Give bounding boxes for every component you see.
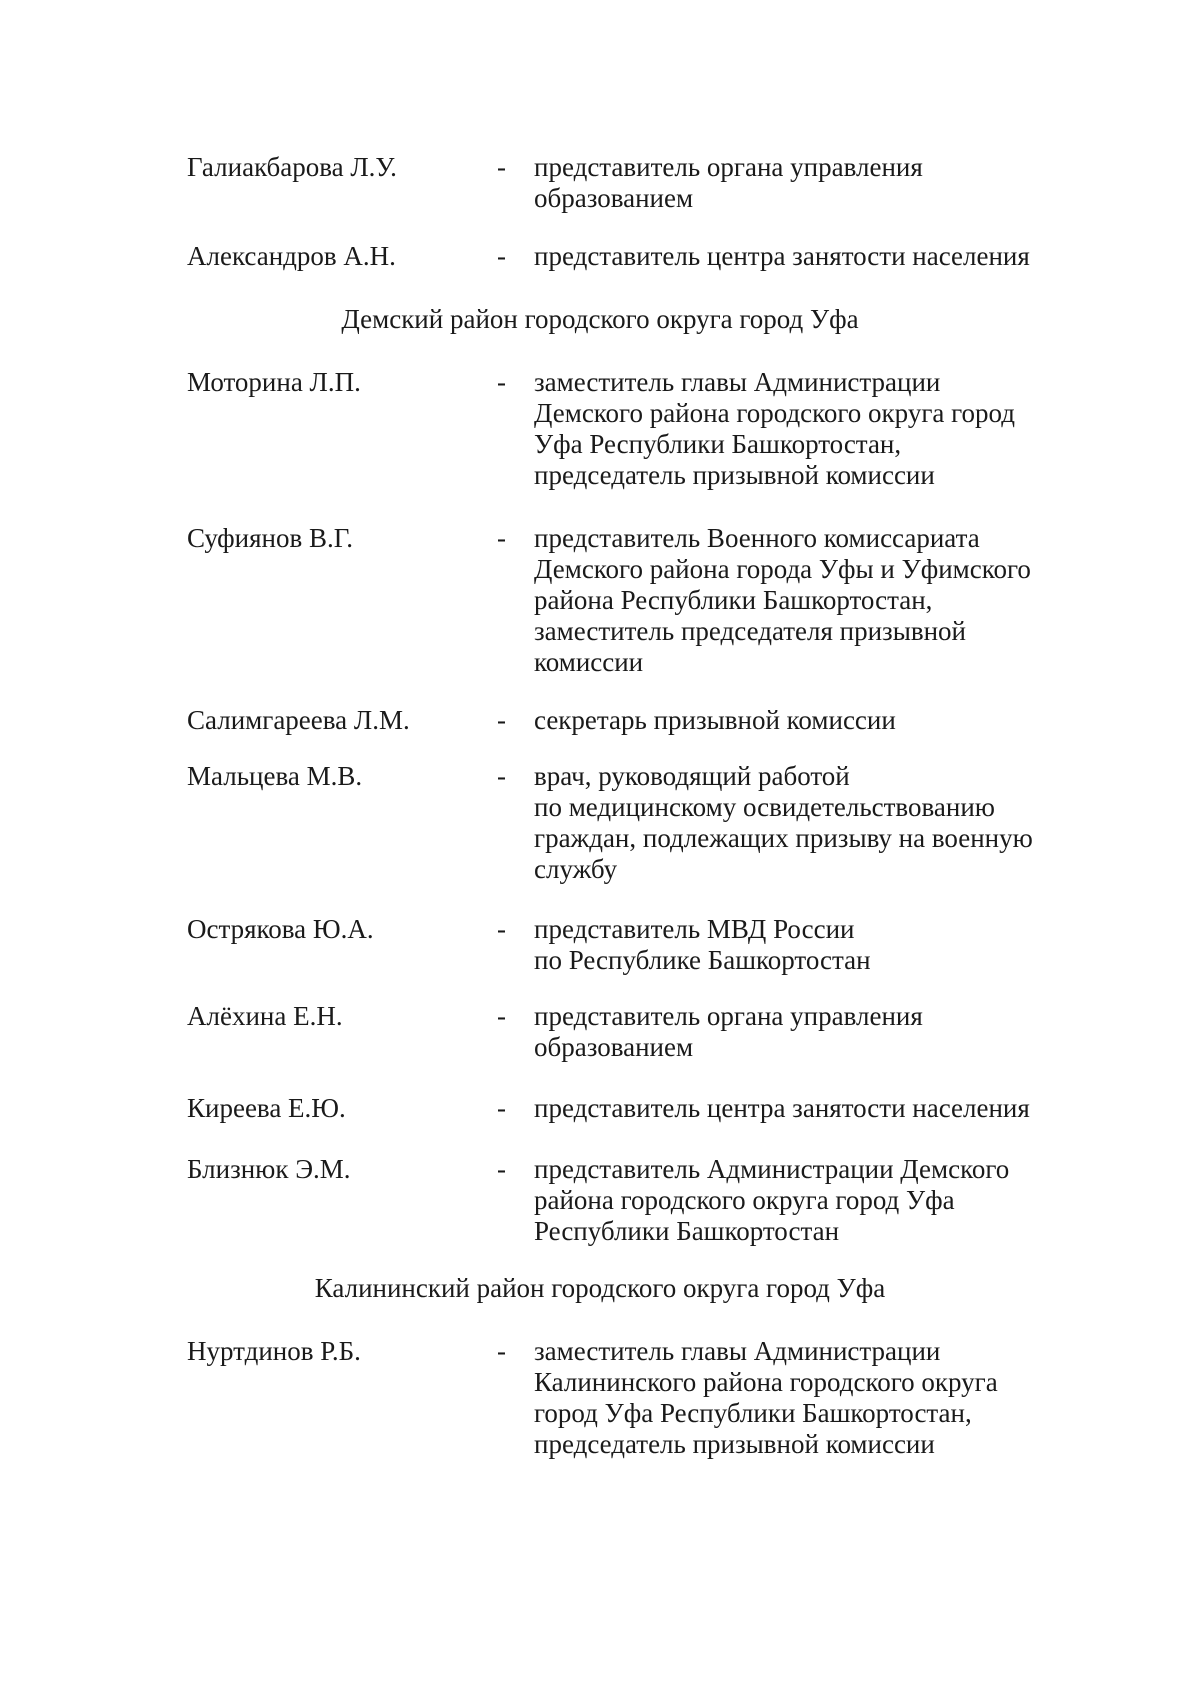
- dash-separator: -: [497, 241, 506, 271]
- section-heading: Демский район городского округа город Уфа: [341, 304, 859, 334]
- member-name: Галиакбарова Л.У.: [187, 152, 397, 182]
- member-name: Киреева Е.Ю.: [187, 1093, 346, 1123]
- dash-separator: -: [497, 705, 506, 735]
- member-name: Александров А.Н.: [187, 241, 396, 271]
- member-name: Суфиянов В.Г.: [187, 523, 354, 553]
- member-name: Мальцева М.В.: [187, 761, 363, 791]
- member-role: представитель центра занятости населения: [534, 241, 1030, 271]
- dash-separator: -: [497, 1336, 506, 1366]
- member-role: представитель МВД России по Республике Башкортостан: [534, 914, 871, 975]
- member-name: Алёхина Е.Н.: [187, 1001, 343, 1031]
- dash-separator: -: [497, 523, 506, 553]
- dash-separator: -: [497, 152, 506, 182]
- dash-separator: -: [497, 761, 506, 791]
- member-role: врач, руководящий работой по медицинскому освидетельствованию граждан, подлежащих призыву на военную службу: [534, 761, 1033, 884]
- member-name: Близнюк Э.М.: [187, 1154, 351, 1184]
- member-role: представитель органа управления образованием: [534, 152, 923, 213]
- dash-separator: -: [497, 367, 506, 397]
- member-name: Острякова Ю.А.: [187, 914, 374, 944]
- member-role: секретарь призывной комиссии: [534, 705, 896, 735]
- member-role: представитель Администрации Демского района городского округа город Уфа Республики Башкортостан: [534, 1154, 1010, 1246]
- dash-separator: -: [497, 1001, 506, 1031]
- member-name: Моторина Л.П.: [187, 367, 361, 397]
- member-role: представитель органа управления образованием: [534, 1001, 923, 1062]
- member-role: представитель центра занятости населения: [534, 1093, 1030, 1123]
- member-name: Нуртдинов Р.Б.: [187, 1336, 361, 1366]
- member-name: Салимгареева Л.М.: [187, 705, 410, 735]
- section-heading: Калининский район городского округа город Уфа: [314, 1273, 886, 1303]
- member-role: представитель Военного комиссариата Демского района города Уфы и Уфимского района Республики Башкортостан, заместитель председателя призывной комиссии: [534, 523, 1031, 677]
- dash-separator: -: [497, 914, 506, 944]
- member-role: заместитель главы Администрации Калининского района городского округа город Уфа Республики Башкортостан, председатель призывной комиссии: [534, 1336, 998, 1459]
- dash-separator: -: [497, 1154, 506, 1184]
- dash-separator: -: [497, 1093, 506, 1123]
- member-role: заместитель главы Администрации Демского района городского округа город Уфа Республики Башкортостан, председатель призывной комиссии: [534, 367, 1015, 490]
